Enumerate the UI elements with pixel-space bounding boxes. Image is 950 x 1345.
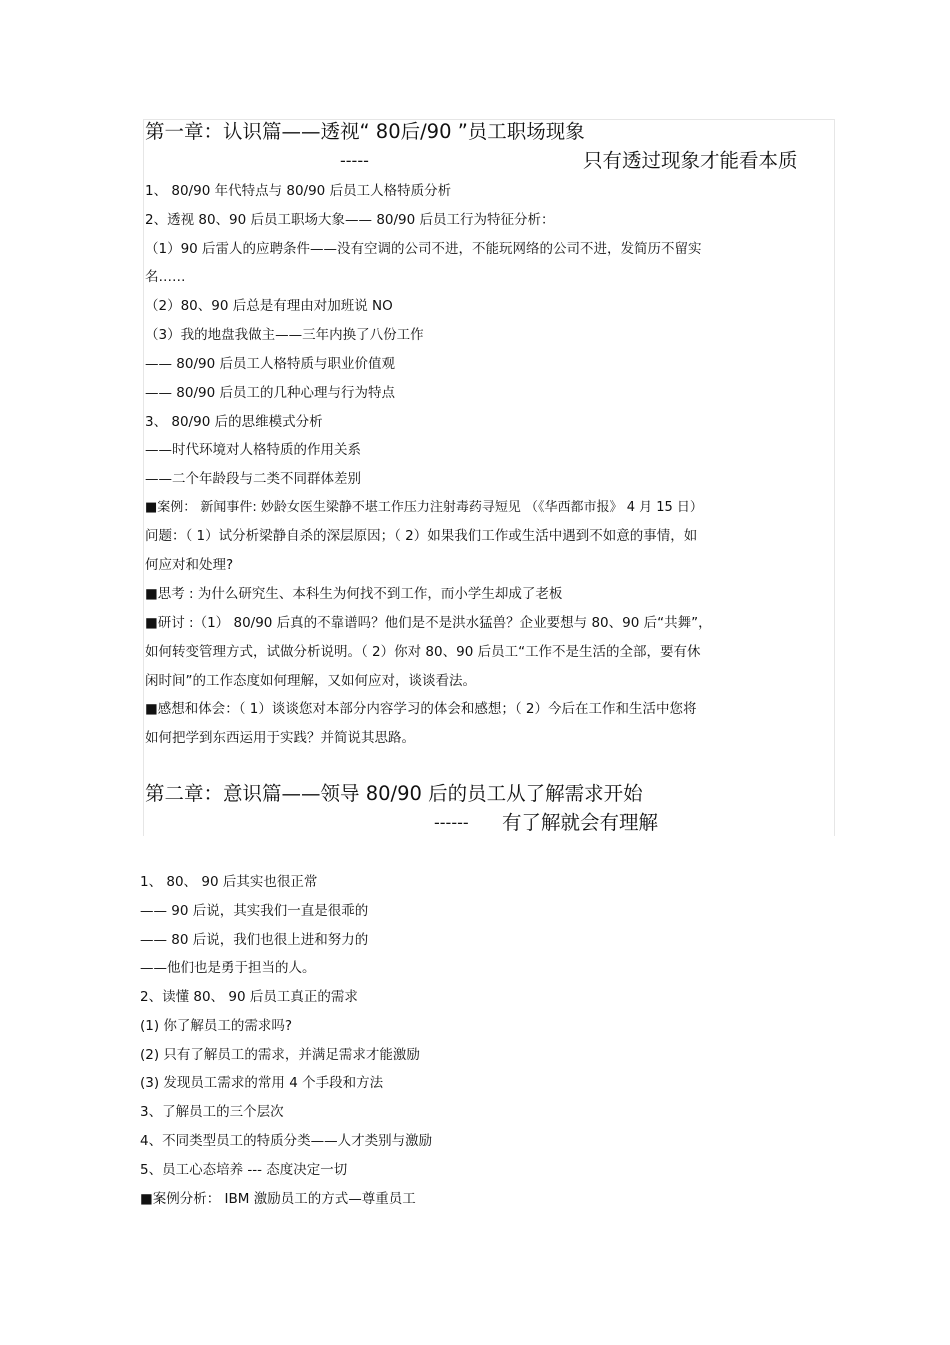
- ch1-line: ——时代环境对人格特质的作用关系: [145, 442, 361, 458]
- ch1-line: 名……: [145, 269, 186, 285]
- ch1-line: 何应对和处理?: [145, 557, 234, 573]
- ch1-line: （3）我的地盘我做主——三年内换了八份工作: [145, 327, 424, 343]
- ch1-line: ■感想和体会：（ 1）谈谈您对本部分内容学习的体会和感想；（ 2）今后在工作和生活中您将: [145, 701, 697, 717]
- ch1-line: 3、 80/90 后的思维模式分析: [145, 414, 323, 430]
- chapter-two-dashes: ------: [434, 813, 469, 832]
- chapter-one-dashes: -----: [340, 151, 369, 170]
- ch2-line: —— 80 后说，我们也很上进和努力的: [140, 932, 369, 948]
- ch1-line: （2）80、90 后总是有理由对加班说 NO: [145, 298, 393, 314]
- ch1-case-line: ■案例： 新闻事件: 妙龄女医生梁静不堪工作压力注射毒药寻短见 （《华西都市报》 4 月 15 日）: [145, 500, 703, 515]
- ch1-line: 闲时间”的工作态度如何理解，又如何应对，谈谈看法。: [145, 673, 476, 689]
- ch2-line: 5、员工心态培养 --- 态度决定一切: [140, 1162, 348, 1178]
- ch2-line: 3、了解员工的三个层次: [140, 1104, 284, 1120]
- chapter-one-title: 第一章：认识篇——透视“ 80后/90 ”员工职场现象: [145, 120, 585, 143]
- ch1-line: ——二个年龄段与二类不同群体差别: [145, 471, 361, 487]
- ch1-line: 如何把学到东西运用于实践？并简说其思路。: [145, 730, 415, 746]
- ch2-line: (2) 只有了解员工的需求，并满足需求才能激励: [140, 1047, 420, 1063]
- ch1-line: （1）90 后雷人的应聘条件——没有空调的公司不进，不能玩网络的公司不进，发简历不留实: [145, 241, 702, 257]
- ch1-line: ■研讨 :（1） 80/90 后真的不靠谱吗？他们是不是洪水猛兽？企业要想与 80、90 后“共舞”，: [145, 615, 712, 631]
- ch1-line: 1、 80/90 年代特点与 80/90 后员工人格特质分析: [145, 183, 452, 199]
- ch2-line: (1) 你了解员工的需求吗?: [140, 1018, 293, 1034]
- chapter-two-subtitle: 有了解就会有理解: [502, 811, 659, 834]
- ch1-line: 如何转变管理方式，试做分析说明。（ 2）你对 80、90 后员工“工作不是生活的全部，要有休: [145, 644, 701, 660]
- ch1-line: ■思考 : 为什么研究生、本科生为何找不到工作，而小学生却成了老板: [145, 586, 563, 602]
- ch2-line: —— 90 后说，其实我们一直是很乖的: [140, 903, 369, 919]
- ch2-line: 1、 80、 90 后其实也很正常: [140, 874, 318, 890]
- ch1-line: —— 80/90 后员工的几种心理与行为特点: [145, 385, 395, 401]
- ch1-line: 2、透视 80、90 后员工职场大象—— 80/90 后员工行为特征分析：: [145, 212, 555, 228]
- chapter-two-title: 第二章：意识篇——领导 80/90 后的员工从了解需求开始: [145, 782, 643, 805]
- ch2-line: (3) 发现员工需求的常用 4 个手段和方法: [140, 1075, 384, 1091]
- ch2-line: ■案例分析： IBM 激励员工的方式—尊重员工: [140, 1191, 416, 1207]
- ch2-line: 4、不同类型员工的特质分类——人才类别与激励: [140, 1133, 433, 1149]
- ch2-line: ——他们也是勇于担当的人。: [140, 960, 316, 976]
- ch2-line: 2、读懂 80、 90 后员工真正的需求: [140, 989, 358, 1005]
- ch1-line: —— 80/90 后员工人格特质与职业价值观: [145, 356, 395, 372]
- chapter-one-subtitle: 只有透过现象才能看本质: [583, 149, 798, 172]
- ch1-line: 问题：（ 1）试分析梁静自杀的深层原因；（ 2）如果我们工作或生活中遇到不如意的事情，如: [145, 528, 698, 544]
